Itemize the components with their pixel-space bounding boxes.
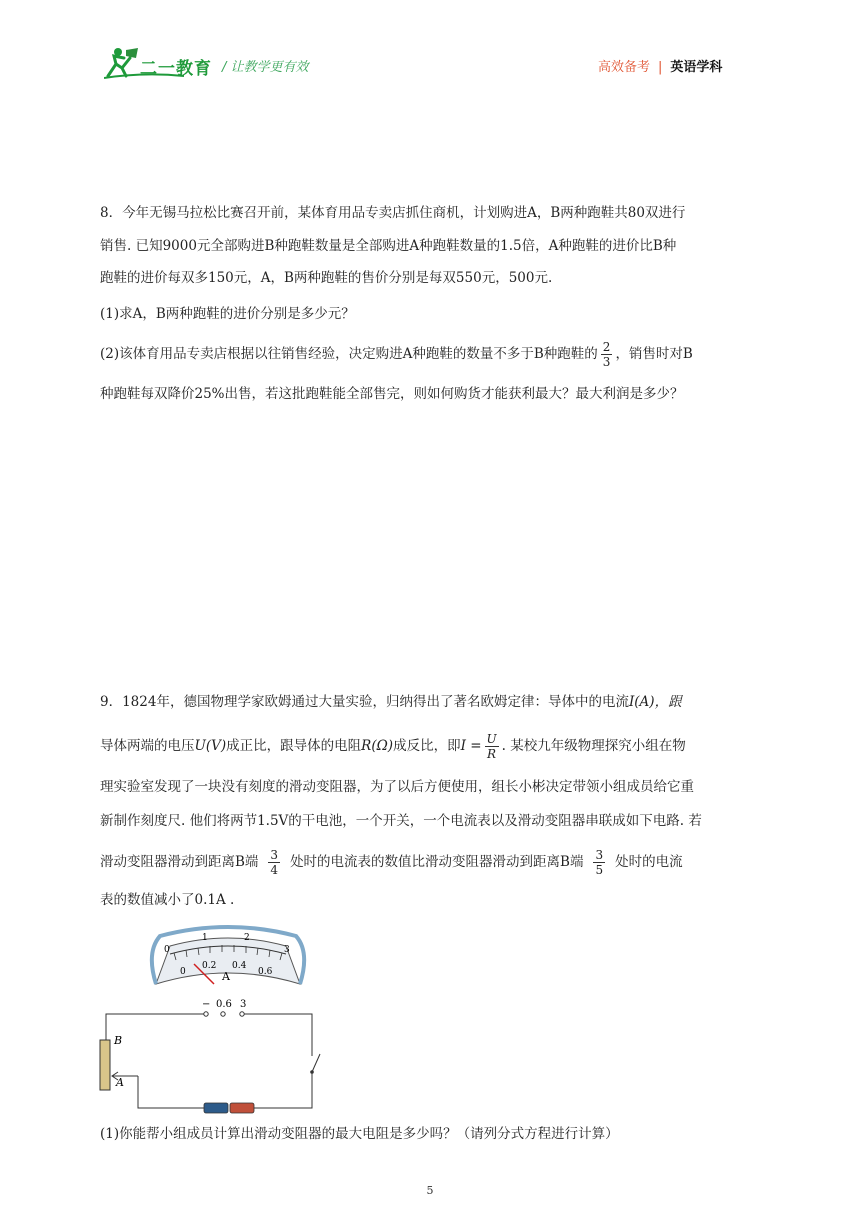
q9-line5 bbox=[100, 842, 683, 882]
fraction-numerator: 3 bbox=[595, 848, 604, 862]
q9-line4: 新制作刻度尺. 他们将两节1.5V的干电池，一个开关，一个电流表以及滑动变阻器串联成如下电路. 若 bbox=[100, 813, 702, 829]
page-header bbox=[0, 0, 860, 90]
q9-line2-text-e: 成反比，即 bbox=[393, 738, 461, 754]
inner-scale-2: 0.4 bbox=[232, 961, 247, 971]
wire bbox=[138, 1076, 204, 1108]
q8-line1: 8．今年无锡马拉松比赛召开前，某体育用品专卖店抓住商机，计划购进A，B两种跑鞋共80双进行 bbox=[100, 205, 686, 221]
wire bbox=[254, 1072, 312, 1108]
slider-arrow bbox=[112, 1072, 138, 1080]
meter-unit: A bbox=[222, 970, 230, 983]
q9-voltage-symbol: U(V) bbox=[194, 738, 227, 754]
q9-line5-text-b: 处时的电流表的数值比滑动变阻器滑动到距离B端 bbox=[290, 854, 584, 870]
rheostat-label-a: A bbox=[116, 1076, 124, 1089]
fraction-numerator: 2 bbox=[602, 340, 611, 354]
rheostat bbox=[100, 1040, 110, 1090]
logo-text: 二一教育 bbox=[140, 59, 212, 79]
header-right bbox=[598, 56, 722, 75]
fraction-denominator: 5 bbox=[595, 863, 604, 877]
switch-pivot bbox=[310, 1070, 314, 1074]
outer-scale-2: 2 bbox=[244, 933, 250, 943]
terminal-dot-3 bbox=[240, 1012, 244, 1016]
fraction-numerator: 3 bbox=[270, 848, 279, 862]
inner-scale-0: 0 bbox=[180, 967, 186, 977]
terminal-dot-2 bbox=[221, 1012, 225, 1016]
header-label-2: 英语学科 bbox=[670, 60, 723, 75]
slogan: / 让教学更有效 bbox=[222, 60, 309, 75]
terminal-3: 3 bbox=[240, 999, 247, 1010]
q9-line6: 表的数值减小了0.1A . bbox=[100, 892, 235, 908]
q8-line2: 销售. 已知9000元全部购进B种跑鞋数量是全部购进A种跑鞋数量的1.5倍，A种跑鞋的进价比B种 bbox=[100, 238, 677, 254]
q9-formula-lhs: I = bbox=[460, 738, 482, 754]
q8-sub2 bbox=[100, 334, 693, 374]
terminal-0-6: 0.6 bbox=[216, 999, 232, 1010]
header-separator: | bbox=[658, 60, 663, 75]
q9-line3: 理实验室发现了一块没有刻度的滑动变阻器，为了以后方便使用，组长小彬决定带领小组成员给它重 bbox=[100, 779, 694, 795]
outer-scale-0: 0 bbox=[164, 945, 170, 955]
q9-line5-fraction-1 bbox=[268, 848, 280, 877]
q9-resistance-symbol: R(Ω) bbox=[361, 738, 394, 754]
q9-line2-text-g: . 某校九年级物理探究小组在物 bbox=[501, 738, 686, 754]
header-label-1: 高效备考 bbox=[598, 60, 651, 75]
q9-line5-text-a: 滑动变阻器滑动到距离B端 bbox=[100, 854, 259, 870]
terminal-negative: − bbox=[202, 999, 211, 1010]
q8-sub2-text-b: ，销售时对B bbox=[615, 346, 693, 362]
inner-scale-3: 0.6 bbox=[258, 967, 273, 977]
switch bbox=[312, 1054, 320, 1072]
fraction-denominator: R bbox=[487, 747, 497, 761]
q8-line3: 跑鞋的进价每双多150元，A，B两种跑鞋的售价分别是每双550元，500元. bbox=[100, 270, 553, 286]
q9-formula-fraction bbox=[485, 732, 499, 761]
rheostat-label-b: B bbox=[114, 1034, 123, 1047]
fraction-denominator: 3 bbox=[602, 355, 611, 369]
wire bbox=[244, 1014, 312, 1056]
q9-line5-fraction-2 bbox=[593, 848, 605, 877]
circuit-diagram bbox=[96, 922, 336, 1122]
fraction-denominator: 4 bbox=[270, 863, 279, 877]
q9-current-symbol: I(A)，跟 bbox=[628, 694, 682, 710]
outer-scale-3: 3 bbox=[284, 945, 290, 955]
q9-line1-text: 9．1824年，德国物理学家欧姆通过大量实验，归纳得出了著名欧姆定律：导体中的电流 bbox=[100, 694, 629, 710]
fraction-numerator: U bbox=[486, 732, 497, 746]
q9-line1 bbox=[100, 692, 682, 712]
inner-scale-1: 0.2 bbox=[202, 961, 217, 971]
page-number: 5 bbox=[426, 1184, 434, 1197]
q8-sub2-text-a: (2)该体育用品专卖店根据以往销售经验，决定购进A种跑鞋的数量不多于B种跑鞋的 bbox=[100, 346, 598, 362]
q8-sub2-fraction bbox=[601, 340, 613, 369]
q9-line2 bbox=[100, 726, 686, 766]
q8-sub1: (1)求A，B两种跑鞋的进价分别是多少元？ bbox=[100, 306, 355, 322]
battery-cell-1 bbox=[204, 1103, 228, 1113]
q9-line2-text-a: 导体两端的电压 bbox=[100, 738, 195, 754]
battery-cell-2 bbox=[230, 1103, 254, 1113]
outer-scale-1: 1 bbox=[202, 933, 208, 943]
q8-sub2-line2: 种跑鞋每双降价25%出售，若这批跑鞋能全部售完，则如何购货才能获利最大？最大利润是多少？ bbox=[100, 386, 684, 402]
q9-line5-text-c: 处时的电流 bbox=[615, 854, 683, 870]
q9-line2-text-c: 成正比，跟导体的电阻 bbox=[226, 738, 362, 754]
terminal-dot-1 bbox=[204, 1012, 208, 1016]
q9-sub1: (1)你能帮小组成员计算出滑动变阻器的最大电阻是多少吗？（请列分式方程进行计算） bbox=[100, 1126, 619, 1142]
